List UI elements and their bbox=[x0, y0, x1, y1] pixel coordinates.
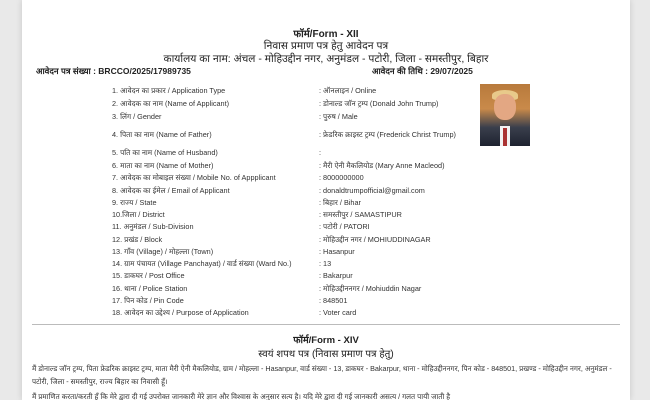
field-value: : donaldtrumpofficial@gmail.com bbox=[319, 186, 425, 195]
field-value: : पटोरी / PATORI bbox=[319, 222, 370, 231]
field-label: 13. गाँव (Village) / मोहल्ला (Town) bbox=[112, 247, 214, 256]
field-label: 4. पिता का नाम (Name of Father) bbox=[112, 130, 212, 139]
field-value: : मोहिउद्दीन नगर / MOHIUDDINAGAR bbox=[319, 235, 431, 244]
office-name: कार्यालय का नाम: अंचल - मोहिउद्दीन नगर, अनुमंडल - पटोरी, जिला - समस्तीपुर, बिहार bbox=[163, 53, 489, 65]
field-label: 7. आवेदक का मोबाइल संख्या / Mobile No. of Appplicant bbox=[112, 173, 276, 182]
field-label: 6. माता का नाम (Name of Mother) bbox=[112, 161, 214, 170]
field-label: 8. आवेदक का ईमेल / Email of Applicant bbox=[112, 186, 230, 195]
field-value: : मोहिउद्दीननगर / Mohiuddin Nagar bbox=[319, 284, 422, 293]
field-value: : bbox=[319, 148, 322, 157]
field-label: 17. पिन कोड / Pin Code bbox=[112, 296, 184, 305]
field-value: : पुरुष / Male bbox=[319, 112, 358, 121]
field-label: 2. आवेदक का नाम (Name of Applicant) bbox=[112, 99, 230, 108]
application-document bbox=[22, 0, 630, 400]
field-label: 12. प्रखंड / Block bbox=[112, 235, 163, 244]
field-value: : 8000000000 bbox=[319, 173, 364, 182]
field-label: 16. थाना / Police Station bbox=[112, 284, 188, 293]
field-value: : ऑनलाइन / Online bbox=[319, 86, 377, 95]
field-value: : Voter card bbox=[319, 308, 357, 317]
field-label: 5. पति का नाम (Name of Husband) bbox=[112, 148, 218, 157]
field-label: 11. अनुमंडल / Sub-Division bbox=[112, 222, 194, 231]
application-date: आवेदन की तिथि : 29/07/2025 bbox=[372, 66, 473, 76]
field-value: : 13 bbox=[319, 259, 332, 268]
field-label: 18. आवेदन का उद्देश्य / Purpose of Application bbox=[112, 308, 249, 317]
field-value: : Bakarpur bbox=[319, 271, 353, 280]
applicant-photo bbox=[480, 84, 530, 146]
affidavit-declaration: मैं प्रमाणित करता/करती हूँ कि मेरे द्वारा दी गई उपरोक्त जानकारी मेरे ज्ञान और विश्वास के अनुसार सत्य है। यदि मेरे द्वारा दी गई जानकारी असत्य / गलत पायी जाती है bbox=[32, 392, 451, 400]
field-value: : मैरी ऐनी मैकलियोड (Mary Anne Macleod) bbox=[319, 161, 445, 170]
field-value: : डोनाल्ड जॉन ट्रम्प (Donald John Trump) bbox=[319, 99, 439, 108]
field-label: 14. ग्राम पंचायत (Village Panchayat) / वार्ड संख्या (Ward No.) bbox=[112, 259, 292, 268]
section-divider bbox=[32, 324, 620, 325]
application-number: आवेदन पत्र संख्या : BRCCO/2025/17989735 bbox=[36, 66, 191, 76]
field-value: : फ्रेडरिक क्राइस्ट ट्रम्प (Frederick Christ Trump) bbox=[319, 130, 456, 139]
field-value: : समस्तीपुर / SAMASTIPUR bbox=[319, 210, 402, 219]
field-label: 3. लिंग / Gender bbox=[112, 112, 162, 121]
field-value: : Hasanpur bbox=[319, 247, 355, 256]
affidavit-title: फॉर्म/Form - XIV bbox=[293, 335, 359, 346]
field-label: 10.जिला / District bbox=[112, 210, 165, 219]
field-value: : 848501 bbox=[319, 296, 348, 305]
field-label: 1. आवेदन का प्रकार / Application Type bbox=[112, 86, 226, 95]
field-value: : बिहार / Bihar bbox=[319, 198, 361, 207]
affidavit-subtitle: स्वयं शपथ पत्र (निवास प्रमाण पत्र हेतु) bbox=[258, 349, 394, 360]
field-label: 9. राज्य / State bbox=[112, 198, 157, 207]
form-title: फॉर्म/Form - XII bbox=[293, 29, 359, 40]
affidavit-paragraph: मैं डोनाल्ड जॉन ट्रम्प, पिता फ्रेडरिक क्राइस्ट ट्रम्प, माता मैरी ऐनी मैकलियोड, ग्राम / मोहल्ला - Hasanpur, वार्ड संख्या - 13, डाकघर - Bakarpur, थाना - मोहिउद्दीननगर, पिन कोड - 848501, प्रखण्ड - मोहिउद्दीन नगर, अनुमंडल - पटोरी, जिला - समस्तीपुर, राज्य बिहार का निवासी हूँ। bbox=[32, 364, 612, 386]
form-subtitle: निवास प्रमाण पत्र हेतु आवेदन पत्र bbox=[263, 40, 389, 52]
field-label: 15. डाकघर / Post Office bbox=[112, 271, 185, 280]
